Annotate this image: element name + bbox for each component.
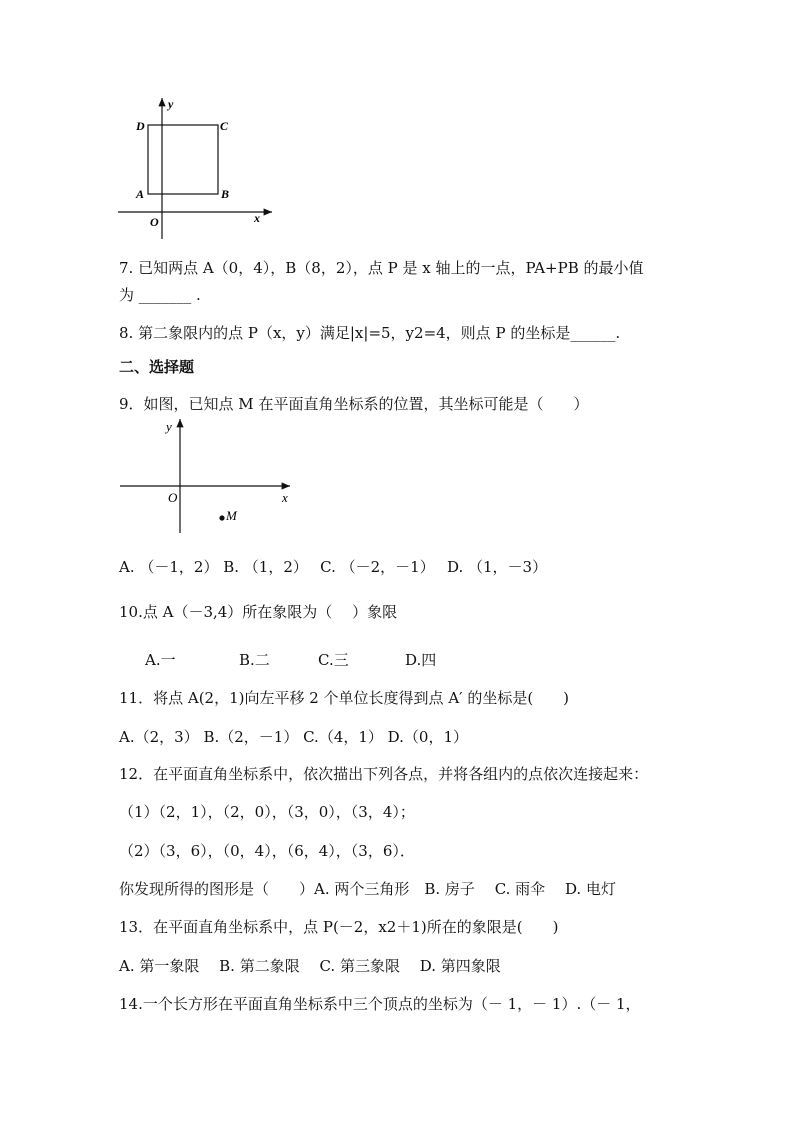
point-d-label: D xyxy=(136,119,145,133)
q13-options: A. 第一象限 B. 第二象限 C. 第三象限 D. 第四象限 xyxy=(119,957,501,975)
q7-line2: 为 _______ . xyxy=(119,286,201,304)
q8: 8. 第二象限内的点 P（x，y）满足|x|=5，y2=4，则点 P 的坐标是______. xyxy=(119,324,621,342)
q12-group2: （2）（3，6），（0，4），（6，4），（3，6）． xyxy=(119,842,415,860)
q10-option-b: B.二 xyxy=(239,651,270,669)
point-b-label: B xyxy=(221,187,230,201)
q10-stem: 10.点 A（－3,4）所在象限为（ ）象限 xyxy=(119,603,398,621)
q10-option-c: C.三 xyxy=(318,651,349,669)
q13-stem: 13．在平面直角坐标系中，点 P(－2，x2＋1)所在的象限是( ) xyxy=(119,918,559,936)
y-axis-label: y xyxy=(168,97,174,111)
q9-stem: 9．如图，已知点 M 在平面直角坐标系的位置，其坐标可能是（ ） xyxy=(119,395,589,413)
x-axis-label: x xyxy=(254,211,260,225)
q9-options: A. （－1，2） B. （1，2） C. （－2，－1） D. （1，－3） xyxy=(119,558,548,576)
q12-group1: （1）（2，1），（2，0），（3，0），（3，4）； xyxy=(119,803,415,821)
point-a-label: A xyxy=(136,187,145,201)
q7-line1: 7. 已知两点 A（0，4），B（8，2），点 P 是 x 轴上的一点，PA+PB 的最小值 xyxy=(119,259,644,277)
square-abcd xyxy=(148,125,218,194)
section2-title: 二、选择题 xyxy=(119,358,195,376)
y-axis-label: y xyxy=(166,419,172,434)
origin-label: O xyxy=(150,215,159,229)
q14: 14.一个长方形在平面直角坐标系中三个顶点的坐标为（－ 1，－ 1）.（－ 1， xyxy=(119,995,641,1013)
point-m-label: M xyxy=(226,508,237,523)
q11-stem: 11．将点 A(2，1)向左平移 2 个单位长度得到点 A′ 的坐标是( ) xyxy=(119,689,570,707)
square-figure xyxy=(112,94,284,244)
x-axis-label: x xyxy=(282,490,288,505)
q10-option-a: A.一 xyxy=(145,651,176,669)
origin-label: O xyxy=(168,490,178,505)
q10-option-d: D.四 xyxy=(405,651,437,669)
point-m xyxy=(219,515,224,520)
point-c-label: C xyxy=(220,119,229,133)
q12-question: 你发现所得的图形是（ ）A. 两个三角形 B. 房子 C. 雨伞 D. 电灯 xyxy=(119,880,616,898)
q11-options: A.（2，3） B.（2，－1） C.（4，1） D.（0，1） xyxy=(119,728,469,746)
point-m-figure xyxy=(118,416,294,536)
q12-stem: 12．在平面直角坐标系中，依次描出下列各点，并将各组内的点依次连接起来： xyxy=(119,765,649,783)
